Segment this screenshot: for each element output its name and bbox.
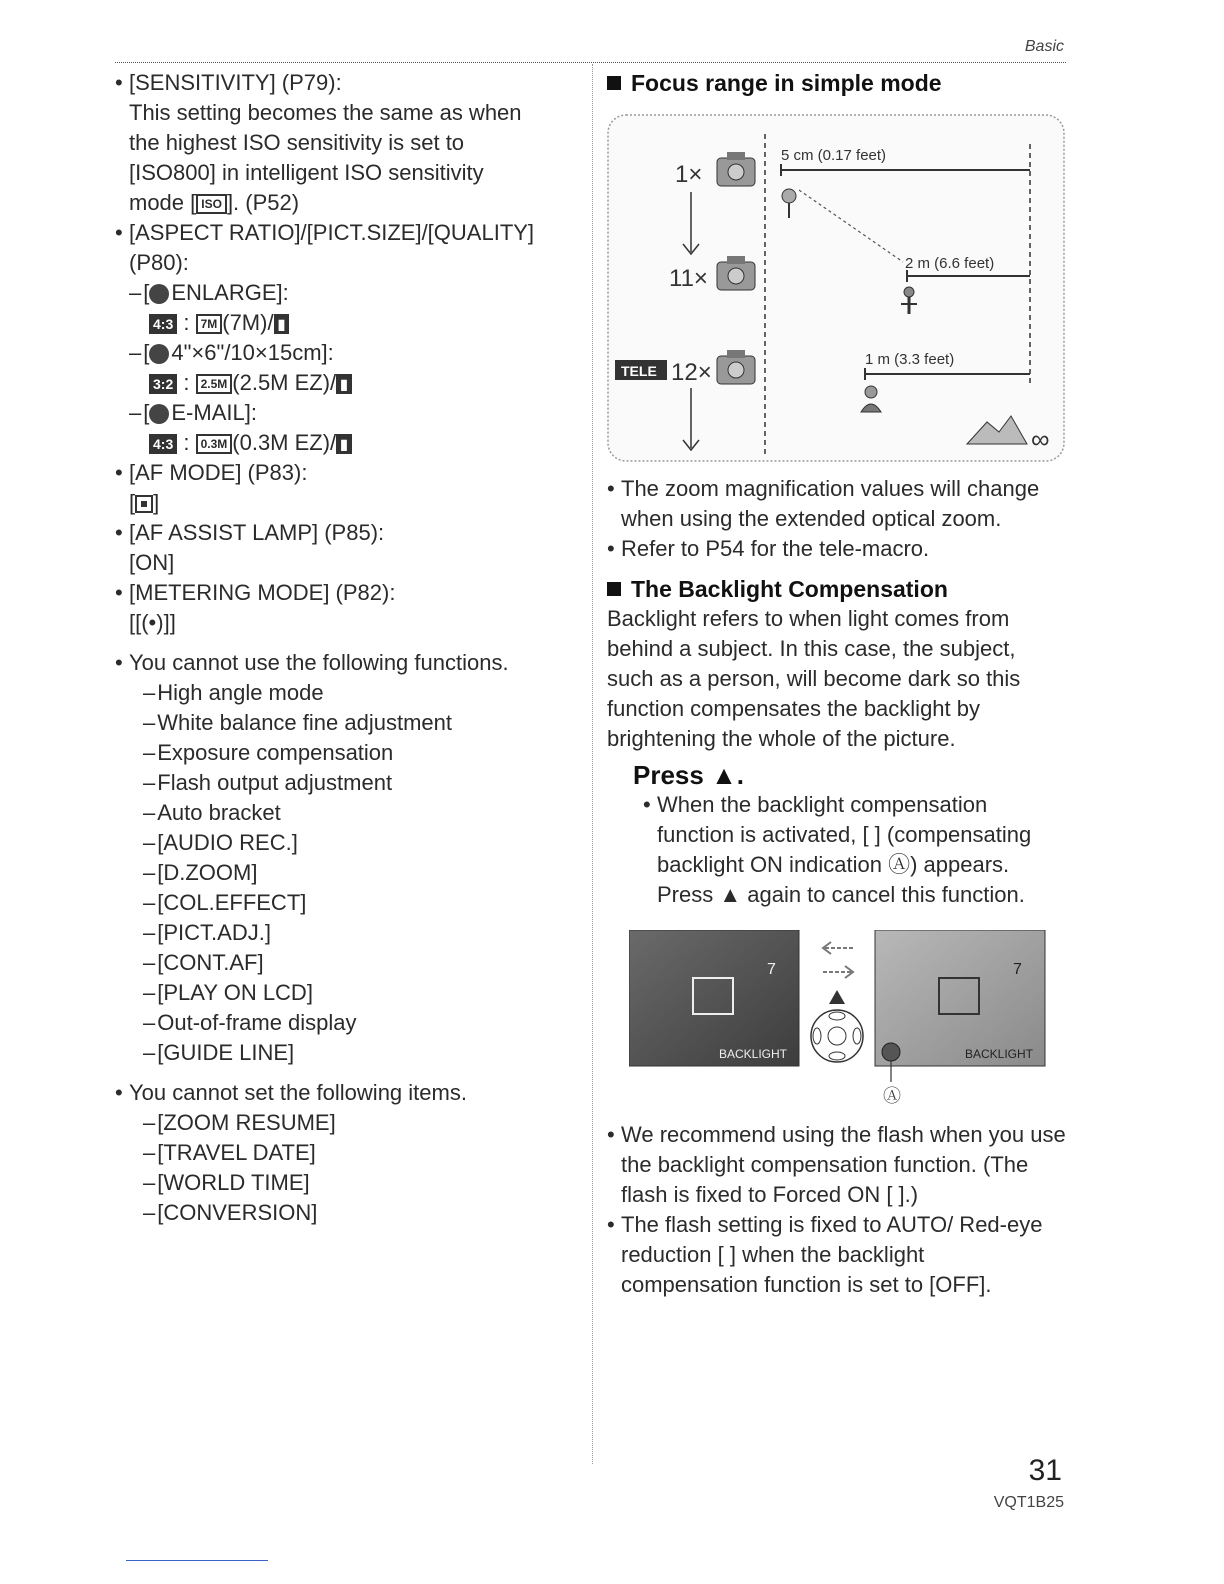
zoom-1x-label: 1× (675, 161, 703, 188)
aspect-page: (P80): (129, 250, 189, 275)
cannot-use-list (115, 678, 580, 1068)
metering-value: [[(•)]] (129, 610, 176, 635)
left-column (115, 68, 580, 1228)
enlarge-row: – [ ENLARGE]: (115, 278, 580, 308)
model-code: VQT1B25 (993, 1494, 1064, 1511)
marker-a-label: Ⓐ (883, 1086, 901, 1106)
enlarge-value-row: 4:3 : 7M (7M)/ ▮ (115, 308, 580, 338)
enlarge-icon (149, 284, 169, 304)
cannot-use-item: – High angle mode (115, 678, 580, 708)
cannot-set-list (115, 1108, 580, 1228)
sensitivity-line-3: [ISO800] in intelligent ISO sensitivity (129, 160, 484, 185)
backlight-heading: The Backlight Compensation (607, 574, 1067, 604)
af-mode-title: • [AF MODE] (P83): (115, 458, 580, 488)
cannot-set-item: – [WORLD TIME] (115, 1168, 580, 1198)
cannot-use-item: – Auto bracket (115, 798, 580, 828)
picture-size-icon: 2.5M (196, 374, 233, 394)
distance-2m-label: 2 m (6.6 feet) (905, 255, 995, 272)
header-rule (115, 62, 1066, 63)
focus-range-heading: Focus range in simple mode (607, 68, 1067, 98)
tele-badge-text: TELE (621, 363, 657, 379)
cannot-use-item: – [COL.EFFECT] (115, 888, 580, 918)
sensitivity-line-1: This setting becomes the same as when (129, 100, 522, 125)
backlight-on-icon (882, 1043, 900, 1061)
aspect-ratio-icon: 4:3 (149, 434, 177, 454)
focus-range-svg (607, 114, 1065, 464)
cannot-use-item: – [AUDIO REC.] (115, 828, 580, 858)
cannot-use-title: • You cannot use the following functions. (115, 648, 580, 678)
backlight-body: Backlight refers to when light comes from behind a subject. In this case, the subject, such as a person, will become dark so this function compensates the backlight by brightening the whole of the picture. (607, 606, 1021, 751)
lcd-screen-on (875, 930, 1045, 1066)
zoom-note: • Refer to P54 for the tele-macro. (607, 534, 1067, 564)
af-assist-title: • [AF ASSIST LAMP] (P85): (115, 518, 580, 548)
email-row: – [ E-MAIL]: (115, 398, 580, 428)
intelligent-iso-icon: ISO (196, 194, 227, 214)
sensitivity-title: • [SENSITIVITY] (P79): (115, 68, 580, 98)
cannot-use-item: – [D.ZOOM] (115, 858, 580, 888)
metering-title: • [METERING MODE] (P82): (115, 578, 580, 608)
section-label: Basic (1024, 38, 1064, 55)
email-icon (149, 404, 169, 424)
cannot-use-item: – White balance fine adjustment (115, 708, 580, 738)
right-column (607, 68, 1067, 1300)
backlight-label-off: BACKLIGHT (719, 1047, 788, 1061)
cannot-use-item: – [CONT.AF] (115, 948, 580, 978)
aspect-ratio-icon: 4:3 (149, 314, 177, 334)
af-1-area-icon (135, 495, 153, 513)
flash-notes (607, 1120, 1067, 1300)
cannot-set-item: – [CONVERSION] (115, 1198, 580, 1228)
shots-remaining: 7 (1013, 961, 1022, 978)
af-assist-value: [ON] (129, 550, 175, 575)
print-value-row: 3:2 : 2.5M (2.5M EZ)/ ▮ (115, 368, 580, 398)
backlight-label-on: BACKLIGHT (965, 1047, 1034, 1061)
flash-note: • We recommend using the flash when you use the backlight compensation function. (The flash is fixed to Forced ON [ ].) (607, 1120, 1067, 1210)
quality-icon: ▮ (274, 314, 290, 334)
footer-rule (126, 1560, 268, 1561)
press-note: • When the backlight compensation function is activated, [ ] (compensating backlight ON indication Ⓐ) appears. Press ▲ again to cancel this function. (643, 790, 1067, 910)
shots-remaining: 7 (767, 961, 776, 978)
press-instruction: Press ▲. (633, 760, 745, 790)
picture-size-icon: 0.3M (196, 434, 233, 454)
af-mode-value: [ ] (129, 490, 160, 515)
zoom-notes (607, 474, 1067, 564)
sensitivity-line-4: mode [ ISO ]. (P52) (129, 190, 300, 215)
dpad-icon (811, 1010, 863, 1062)
backlight-screens (629, 930, 1049, 1110)
infinity-symbol: ∞ (1031, 424, 1050, 454)
aspect-title: • [ASPECT RATIO]/[PICT.SIZE]/[QUALITY] (115, 218, 580, 248)
distance-1m-label: 1 m (3.3 feet) (865, 351, 955, 368)
cannot-use-item: – Flash output adjustment (115, 768, 580, 798)
cannot-use-item: – Out-of-frame display (115, 1008, 580, 1038)
backlight-screens-svg (629, 930, 1049, 1110)
distance-5cm-label: 5 cm (0.17 feet) (781, 147, 887, 164)
email-value-row: 4:3 : 0.3M (0.3M EZ)/ ▮ (115, 428, 580, 458)
flash-note: • The flash setting is fixed to AUTO/ Red-eye reduction [ ] when the backlight compensation function is set to [OFF]. (607, 1210, 1067, 1300)
cannot-use-item: – Exposure compensation (115, 738, 580, 768)
picture-size-icon: 7M (196, 314, 223, 334)
aspect-ratio-icon: 3:2 (149, 374, 177, 394)
cannot-set-item: – [TRAVEL DATE] (115, 1138, 580, 1168)
quality-icon: ▮ (336, 374, 352, 394)
print-icon (149, 344, 169, 364)
quality-icon: ▮ (336, 434, 352, 454)
cannot-use-item: – [PICT.ADJ.] (115, 918, 580, 948)
cannot-set-item: – [ZOOM RESUME] (115, 1108, 580, 1138)
focus-range-diagram (607, 114, 1065, 464)
zoom-12x-label: 12× (671, 359, 712, 386)
zoom-note: • The zoom magnification values will change when using the extended optical zoom. (607, 474, 1067, 534)
cannot-use-item: – [PLAY ON LCD] (115, 978, 580, 1008)
up-triangle-icon (829, 990, 845, 1004)
column-divider (592, 64, 593, 1464)
cannot-set-title: • You cannot set the following items. (115, 1078, 580, 1108)
sensitivity-line-2: the highest ISO sensitivity is set to (129, 130, 465, 155)
zoom-11x-label: 11× (669, 265, 708, 292)
cannot-use-item: – [GUIDE LINE] (115, 1038, 580, 1068)
page-number: 31 (1028, 1454, 1062, 1487)
print-row: – [ 4"×6"/10×15cm]: (115, 338, 580, 368)
lcd-screen-off (629, 930, 799, 1066)
